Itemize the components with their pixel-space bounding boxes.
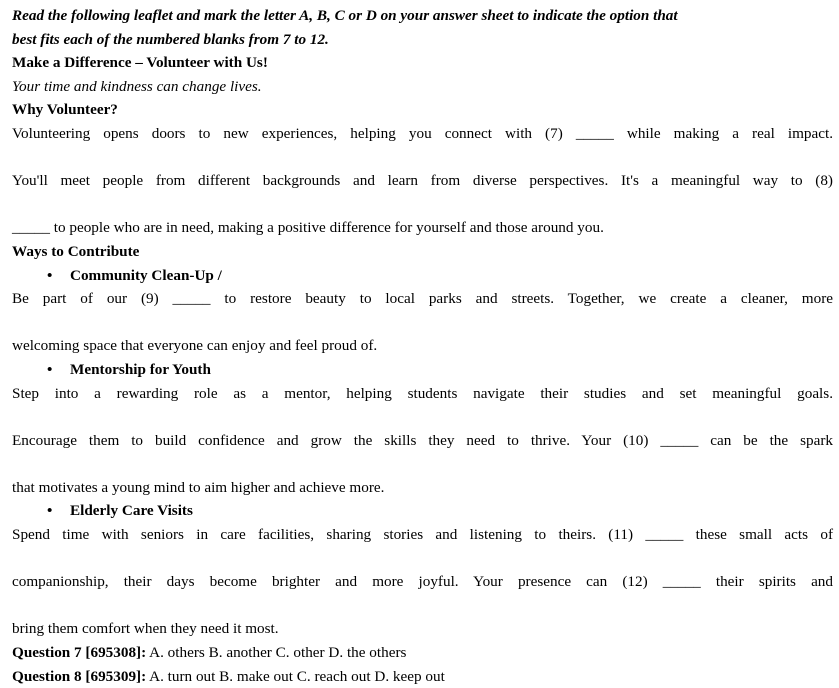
paragraph-mentorship-for-youth-line-3: that motivates a young mind to aim higher and achieve more. [12,478,385,496]
paragraph-why-volunteer-line-1: Volunteering opens doors to new experiences, helping you connect with (7) _____ while making a real impact. [12,124,833,142]
exercise-instruction [12,4,833,28]
leaflet-subtitle-text: Your time and kindness can change lives. [12,77,262,95]
question-row-7 [12,641,833,665]
section-heading-why-volunteer [12,98,833,122]
paragraph-elderly-care-visits-line-2: companionship, their days become brighter and more joyful. Your presence can (12) _____ their spirits and [12,573,833,591]
section-heading-ways-to-contribute [12,240,833,264]
list-item-elderly-care-visits [12,499,833,523]
instruction-line-2: best fits each of the numbered blanks from 7 to 12. [12,30,329,48]
leaflet-subtitle [12,75,833,99]
bullet-icon: • [47,360,53,378]
bullet-icon: • [47,502,53,520]
instruction-line-1: Read the following leaflet and mark the letter A, B, C or D on your answer sheet to indicate the option that [12,7,678,24]
paragraph-why-volunteer-line-3: _____ to people who are in need, making a positive difference for yourself and those around you. [12,219,604,237]
bullet-icon: • [47,266,53,284]
paragraph-mentorship-for-youth-line-2: Encourage them to build confidence and grow the skills they need to thrive. Your (10) _____ can be the spark [12,431,833,449]
list-item-mentorship-for-youth [12,358,833,382]
list-item-community-clean-up [12,264,833,288]
paragraph-mentorship-for-youth-line-1: Step into a rewarding role as a mentor, helping students navigate their studies and set meaningful goals. [12,384,833,402]
paragraph-why-volunteer-line-2: You'll meet people from different backgrounds and learn from diverse perspectives. It's a meaningful way to (8) [12,172,833,190]
paragraph-mentorship-for-youth [12,382,833,500]
list-item-label: Community Clean-Up / [70,266,222,284]
paragraph-elderly-care-visits [12,523,833,641]
paragraph-community-clean-up [12,287,833,358]
question-label: Question 8 [695309]: [12,667,147,685]
list-item-label: Elderly Care Visits [70,502,193,520]
question-options: A. others B. another C. other D. the others [149,644,407,662]
exercise-instruction-continued [12,28,833,52]
section-heading-ways-to-contribute-text: Ways to Contribute [12,242,140,260]
question-label: Question 7 [695308]: [12,644,147,662]
paragraph-elderly-care-visits-line-3: bring them comfort when they need it most. [12,620,279,638]
paragraph-community-clean-up-line-1: Be part of our (9) _____ to restore beauty to local parks and streets. Together, we create a cleaner, more [12,290,833,308]
list-item-label: Mentorship for Youth [70,360,211,378]
question-row-8 [12,665,833,688]
question-options: A. turn out B. make out C. reach out D. keep out [149,667,445,685]
paragraph-why-volunteer [12,122,833,240]
paragraph-elderly-care-visits-line-1: Spend time with seniors in care facilities, sharing stories and listening to theirs. (11) _____ these small acts of [12,526,833,544]
leaflet-title-text: Make a Difference – Volunteer with Us! [12,54,268,72]
leaflet-title [12,51,833,75]
section-heading-why-volunteer-text: Why Volunteer? [12,101,118,119]
paragraph-community-clean-up-line-2: welcoming space that everyone can enjoy and feel proud of. [12,337,378,355]
